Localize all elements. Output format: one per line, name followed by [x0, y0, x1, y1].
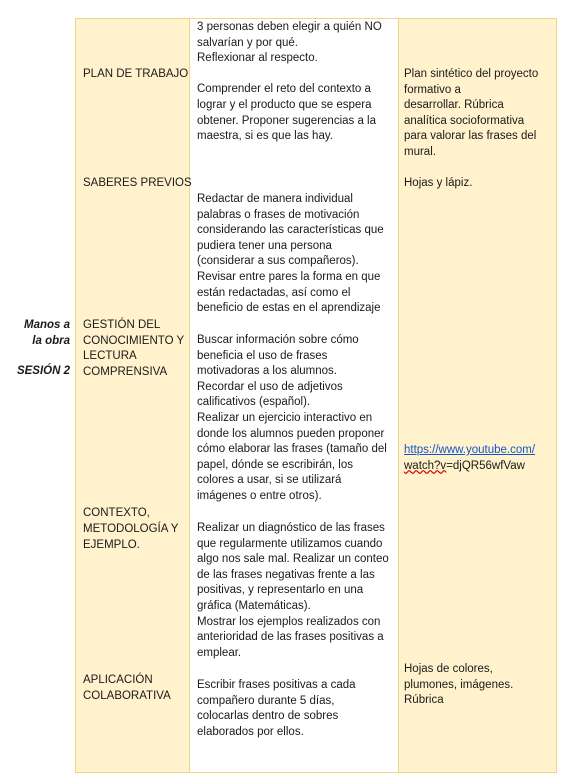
youtube-link-part: watch?v [404, 459, 447, 472]
youtube-link-continuation[interactable] [404, 459, 525, 475]
resource-line: desarrollar. Rúbrica [404, 99, 504, 112]
description-line: motivadoras a los alumnos. [197, 365, 337, 378]
description-line: Recordar el uso de adjetivos [197, 380, 343, 393]
description-line: de las frases negativas frente a las [197, 568, 375, 581]
description-line: maestra, si es que las hay. [197, 130, 333, 143]
stage-label: CONOCIMIENTO Y [83, 334, 185, 347]
description-line: Buscar información sobre cómo [197, 334, 359, 346]
description-line: Realizar un ejercicio interactivo en [197, 412, 373, 424]
description-line: compañero durante 5 días, [197, 694, 335, 707]
description-line: palabras o frases de motivación [197, 208, 360, 221]
description-line: colores a usar, si se utilizará [197, 474, 342, 487]
description-line: calificativos (español). [197, 396, 311, 409]
stage-label: CONTEXTO, [83, 507, 150, 519]
stage-label: EJEMPLO. [83, 539, 140, 551]
description-line: positivas, y representarlo en una [197, 584, 364, 597]
section-label-line1: Manos a [23, 319, 70, 331]
description-line: anterioridad de las frases positivas a [197, 631, 384, 644]
stage-label: SABERES PREVIOS [83, 177, 192, 189]
stage-label: PLAN DE TRABAJO [83, 68, 189, 80]
column-activity [75, 18, 190, 773]
resource-line: analítica socioformativa [404, 114, 525, 127]
resource-line: plumones, imágenes. [404, 678, 514, 691]
stage-label: COMPRENSIVA [83, 365, 168, 378]
resource-line: Rúbrica [404, 694, 444, 707]
description-line: obtener. Proponer sugerencias a la [197, 114, 377, 127]
description-line: gráfica (Matemáticas). [197, 600, 311, 612]
resource-line: para valorar las frases del [404, 130, 537, 143]
description-line: papel, dónde se escribirán, los [197, 458, 353, 471]
description-line: están redactadas, así como el [197, 286, 351, 299]
description-line: Comprender el reto del contexto a [197, 83, 371, 96]
description-line: imágenes o entre otros). [197, 490, 322, 502]
description-line: emplear. [197, 646, 242, 659]
description-line: salvarían y por qué. [197, 36, 299, 49]
stage-label: GESTIÓN DEL [83, 319, 161, 331]
stage-label: METODOLOGÍA Y [83, 523, 179, 535]
section-label-line2: la obra [32, 335, 70, 347]
description-line: Reflexionar al respecto. [197, 52, 318, 65]
description-line: Realizar un diagnóstico de las frases [197, 522, 385, 534]
description-line: colocarlas dentro de sobres [197, 710, 339, 723]
description-line: Redactar de manera individual [197, 193, 353, 205]
youtube-link-part: =djQR56wfVaw [446, 459, 525, 472]
description-line: (considerar a sus compañeros). [197, 255, 359, 268]
resource-line: formativo a [404, 83, 461, 96]
resource-line: Hojas de colores, [404, 663, 493, 675]
description-line: Revisar entre pares la forma en que [197, 271, 381, 283]
resource-saberes: Hojas y lápiz. [404, 177, 473, 189]
description-line: lograr y el producto que se espera [197, 99, 372, 111]
resource-line: Plan sintético del proyecto [404, 68, 539, 80]
description-line: 3 personas deben elegir a quién NO [197, 21, 382, 33]
description-line: Escribir frases positivas a cada [197, 679, 356, 691]
stage-label: LECTURA [83, 350, 137, 363]
description-line: cómo elaborar las frases (tamaño del [197, 443, 387, 456]
stage-label: COLABORATIVA [83, 690, 171, 702]
stage-label: APLICACIÓN [83, 674, 153, 686]
resource-line: mural. [404, 146, 436, 158]
youtube-link[interactable]: https://www.youtube.com/ [404, 444, 536, 456]
description-line: pudiera tener una persona [197, 239, 332, 252]
description-line: Mostrar los ejemplos realizados con [197, 615, 381, 628]
table-top-border [75, 18, 557, 19]
session-label: SESIÓN 2 [16, 365, 70, 377]
description-line: considerando las características que [197, 224, 384, 237]
description-line: elaborados por ellos. [197, 725, 304, 738]
description-line: algo nos sale mal. Realizar un conteo [197, 553, 389, 566]
table-bottom-border [75, 772, 557, 773]
description-line: beneficia el uso de frases [197, 349, 328, 362]
description-line: donde los alumnos pueden proponer [197, 427, 385, 440]
description-line: beneficio de estas en el aprendizaje [197, 302, 381, 315]
description-line: que regularmente utilizamos cuando [197, 537, 383, 550]
